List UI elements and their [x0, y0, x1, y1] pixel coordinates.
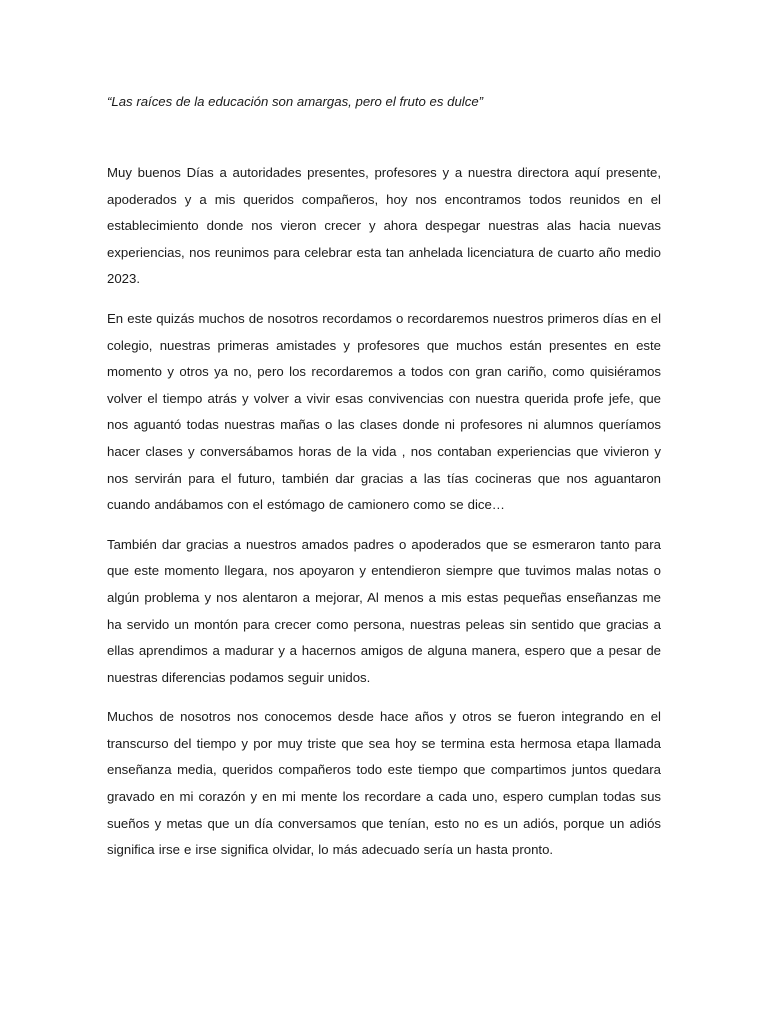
epigraph-quote: “Las raíces de la educación son amargas, pero el fruto es dulce” — [107, 94, 484, 109]
paragraph-thanks-parents: También dar gracias a nuestros amados padres o apoderados que se esmeraron tanto para que este momento llegara, nos apoyaron y entendieron siempre que tuvimos malas notas o algún problema y nos alentaron a mejorar, Al menos a mis estas pequeñas enseñanzas me ha servido un montón para crecer como persona, nuestras peleas sin sentido que gracias a ellas aprendimos a madurar y a hacernos amigos de alguna manera, espero que a pesar de nuestras diferencias podamos seguir unidos. — [107, 536, 661, 685]
paragraph-memories: En este quizás muchos de nosotros recordamos o recordaremos nuestros primeros días en el colegio, nuestras primeras amistades y profesores que muchos están presentes en este momento y otros ya no, pero los recordaremos a todos con gran cariño, como quisiéramos volver el tiempo atrás y volver a vivir esas convivencias con nuestra querida profe jefe, que nos aguantó todas nuestras mañas o las clases donde ni profesores ni alumnos queríamos hacer clases y conversábamos horas de la vida , nos contaban experiencias que vivieron y nos servirán para el futuro, también dar gracias a las tías cocineras que nos aguantaron cuando andábamos con el estómago de camionero como se dice… — [107, 310, 661, 513]
paragraph-greeting: Muy buenos Días a autoridades presentes, profesores y a nuestra directora aquí presente, apoderados y a mis queridos compañeros, hoy nos encontramos todos reunidos en el establecimiento donde nos vieron crecer y ahora despegar nuestras alas hacia nuevas experiencias, nos reunimos para celebrar esta tan anhelada licenciatura de cuarto año medio 2023. — [107, 165, 661, 287]
paragraph-farewell: Muchos de nosotros nos conocemos desde hace años y otros se fueron integrando en el transcurso del tiempo y por muy triste que sea hoy se termina esta hermosa etapa llamada enseñanza media, queridos compañeros todo este tiempo que compartimos juntos quedara gravado en mi corazón y en mi mente los recordare a cada uno, espero cumplan todas sus sueños y metas que un día conversamos que tenían, esto no es un adiós, porque un adiós significa irse e irse significa olvidar, lo más adecuado sería un hasta pronto. — [107, 709, 661, 858]
document-body — [107, 160, 661, 877]
